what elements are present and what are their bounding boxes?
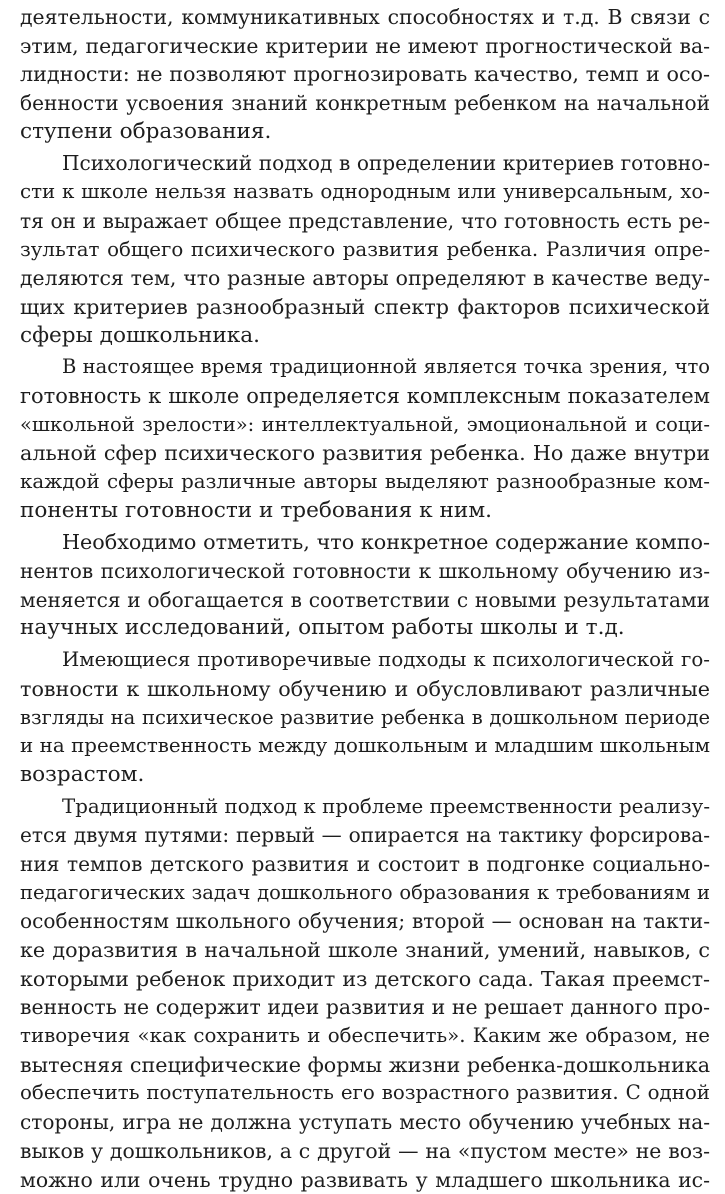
text-line: венность не содержит идеи развития и не решает данного про- — [20, 993, 710, 1022]
text-line: взгляды на психическое развитие ребенка в дошкольном периоде — [20, 704, 710, 733]
text-line: тя он и выражает общее представление, что готовность есть ре- — [20, 207, 710, 236]
paragraph-2 — [20, 149, 710, 350]
text-line: выков у дошкольников, а с другой — на «пустом месте» не воз- — [20, 1137, 710, 1166]
paragraph-5 — [20, 646, 710, 789]
text-line: меняется и обогащается в соответствии с новыми результатами — [20, 586, 710, 615]
text-line: которыми ребенок приходит из детского сада. Такая преемст- — [20, 965, 710, 994]
text-line: вытесняя специфические формы жизни ребенка-дошкольника — [20, 1051, 710, 1080]
text-line: деляются тем, что разные авторы определяют в качестве веду- — [20, 264, 710, 293]
text-line: стороны, игра не должна уступать место обучению учебных на- — [20, 1108, 710, 1137]
text-line: альной сфер психического развития ребенка. Но даже внутри — [20, 439, 710, 468]
text-line: ступени образования. — [20, 118, 710, 147]
text-line: товности к школьному обучению и обусловливают различные — [20, 675, 710, 704]
text-line: зультат общего психического развития ребенка. Различия опре- — [20, 236, 710, 265]
text-line: ется двумя путями: первый — опирается на тактику форсирова- — [20, 821, 710, 850]
text-line: Традиционный подход к проблеме преемственности реализу- — [20, 793, 710, 822]
text-line: сферы дошкольника. — [20, 322, 710, 351]
paragraph-6 — [20, 793, 710, 1194]
text-line: ке доразвития в начальной школе знаний, умений, навыков, с — [20, 936, 710, 965]
paragraph-3 — [20, 353, 710, 525]
text-line: щих критериев разнообразный спектр факторов психической — [20, 293, 710, 322]
text-line: лидности: не позволяют прогнозировать качество, темп и осо- — [20, 60, 710, 89]
text-line: обеспечить поступательность его возрастного развития. С одной — [20, 1079, 710, 1108]
text-line: возрастом. — [20, 761, 710, 790]
text-line: поненты готовности и требования к ним. — [20, 497, 710, 526]
text-line: педагогических задач дошкольного образования к требованиям и — [20, 879, 710, 908]
text-line: готовность к школе определяется комплексным показателем — [20, 382, 710, 411]
text-line: Психологический подход в определении критериев готовно- — [20, 149, 710, 178]
text-line: научных исследований, опытом работы школы и т.д. — [20, 614, 710, 643]
text-line: нентов психологической готовности к школьному обучению из- — [20, 557, 710, 586]
text-line: сти к школе нельзя назвать однородным или универсальным, хо- — [20, 178, 710, 207]
document-page — [20, 3, 710, 1194]
text-line: тиворечия «как сохранить и обеспечить». Каким же образом, не — [20, 1022, 710, 1051]
text-line: этим, педагогические критерии не имеют прогностической ва- — [20, 32, 710, 61]
text-line: каждой сферы различные авторы выделяют разнообразные ком- — [20, 468, 710, 497]
text-line: В настоящее время традиционной является точка зрения, что — [20, 353, 710, 382]
text-line: можно или очень трудно развивать у младшего школьника ис- — [20, 1166, 710, 1194]
text-line: бенности усвоения знаний конкретным ребенком на начальной — [20, 89, 710, 118]
text-line: ния темпов детского развития и состоит в подгонке социально- — [20, 850, 710, 879]
paragraph-4 — [20, 528, 710, 643]
text-line: особенностям школьного обучения; второй — основан на такти- — [20, 907, 710, 936]
text-line: Имеющиеся противоречивые подходы к психологической го- — [20, 646, 710, 675]
paragraph-1 — [20, 3, 710, 146]
text-line: деятельности, коммуникативных способностях и т.д. В связи с — [20, 3, 710, 32]
text-line: «школьной зрелости»: интеллектуальной, эмоциональной и соци- — [20, 411, 710, 440]
text-line: Необходимо отметить, что конкретное содержание компо- — [20, 528, 710, 557]
text-line: и на преемственность между дошкольным и младшим школьным — [20, 732, 710, 761]
